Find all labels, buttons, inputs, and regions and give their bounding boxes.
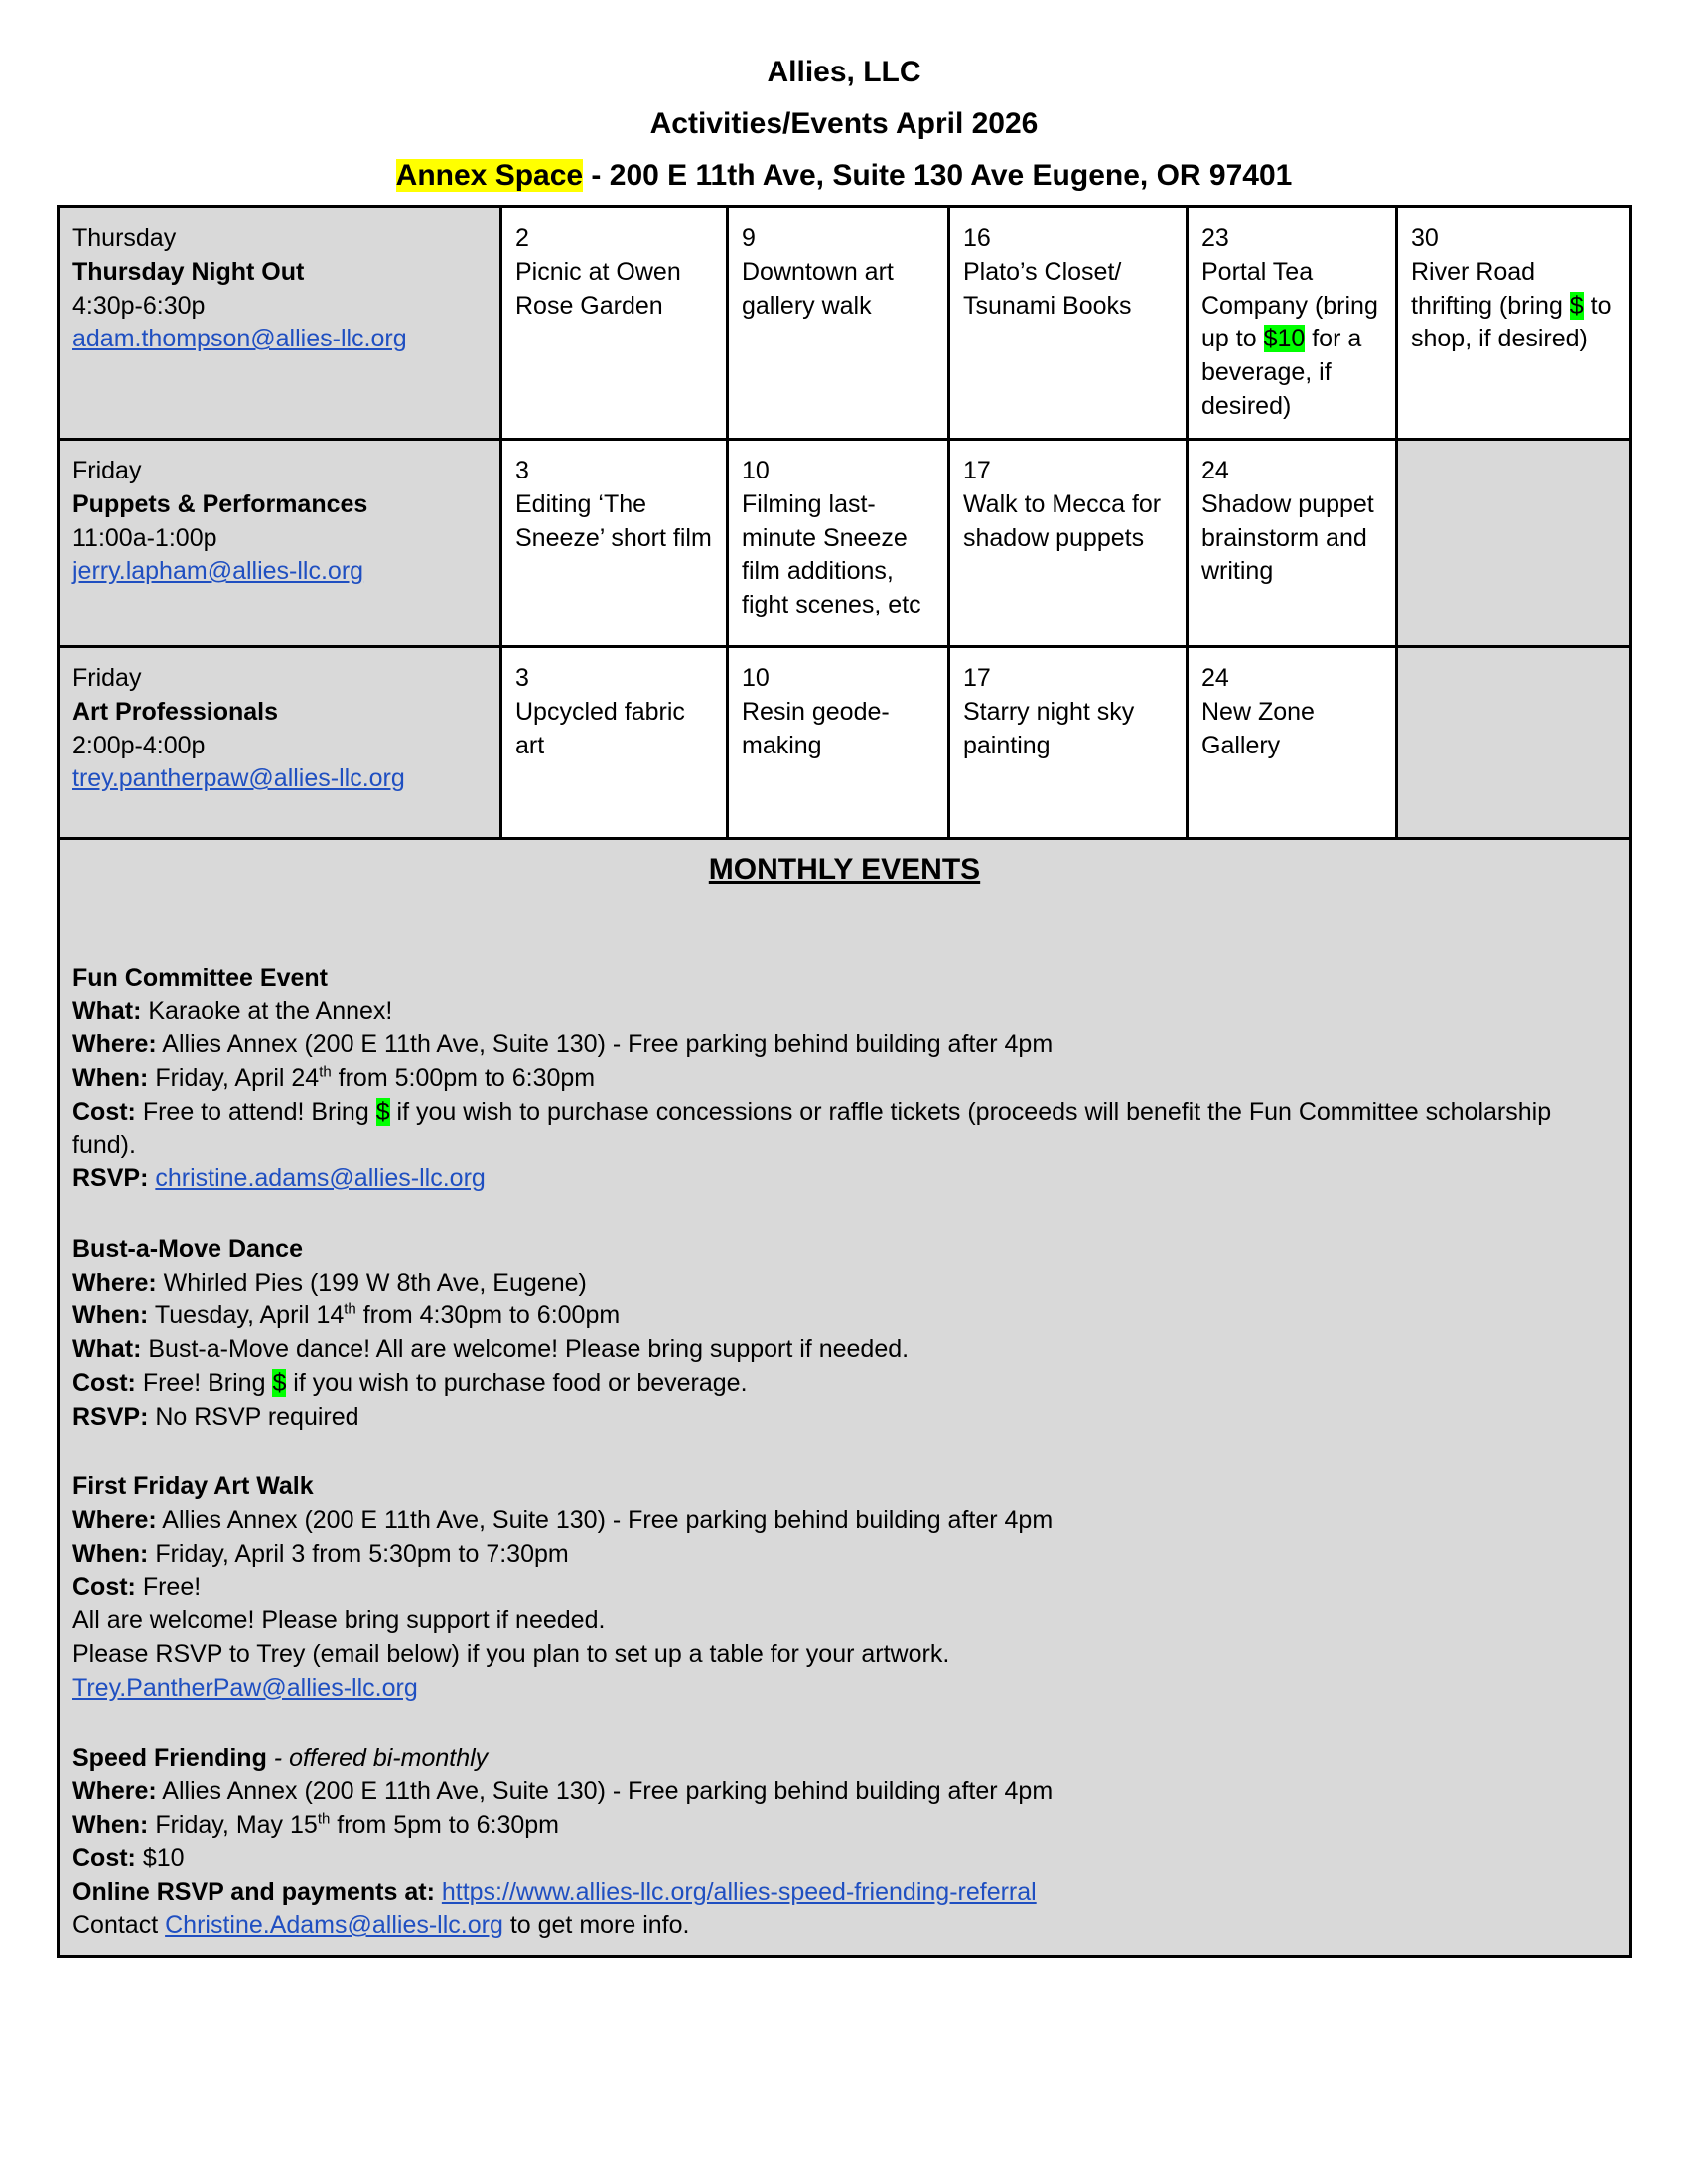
- ordinal-suffix: th: [344, 1300, 356, 1318]
- location-line: [0, 150, 1688, 202]
- page-header: [0, 0, 1688, 202]
- field-value: Friday, April 3 from 5:30pm to 7:30pm: [148, 1539, 569, 1568]
- event-when: [72, 1809, 1617, 1843]
- field-label: When:: [72, 1063, 149, 1092]
- price-highlight: $: [1569, 291, 1584, 320]
- price-highlight: $10: [1263, 325, 1306, 353]
- field-value: from 5pm to 6:30pm: [330, 1811, 559, 1839]
- event-rsvp: [72, 1401, 1617, 1434]
- event-online-rsvp: [72, 1876, 1617, 1910]
- event-where: [72, 1504, 1617, 1538]
- event-cost: [72, 1571, 1617, 1605]
- date-activity: New Zone Gallery: [1201, 697, 1315, 759]
- field-value: Allies Annex (200 E 11th Ave, Suite 130) - Free parking behind building after 4pm: [156, 1777, 1054, 1806]
- date-activity: Downtown art gallery walk: [742, 257, 894, 320]
- field-label: When:: [72, 1301, 149, 1330]
- ordinal-suffix: th: [317, 1810, 331, 1828]
- activity-name: Art Professionals: [72, 697, 279, 726]
- date-cell: [728, 440, 949, 647]
- field-label: Cost:: [72, 1843, 136, 1872]
- event-title: Speed Friending: [72, 1743, 267, 1772]
- event-note: Please RSVP to Trey (email below) if you plan to set up a table for your artwork.: [72, 1640, 950, 1668]
- date-activity: Shadow puppet brainstorm and writing: [1201, 489, 1374, 586]
- activity-email-link[interactable]: adam.thompson@allies-llc.org: [72, 325, 407, 353]
- event-email-row: [72, 1672, 1617, 1706]
- org-name: Allies, LLC: [767, 56, 921, 88]
- speed-friending-event: [72, 1742, 1617, 1944]
- empty-cell: [1397, 440, 1631, 647]
- field-label: What:: [72, 997, 142, 1025]
- date-number: 10: [742, 664, 770, 692]
- field-value: Free to attend! Bring: [135, 1097, 376, 1126]
- event-title-row: [72, 1742, 1617, 1776]
- field-value: from 5:00pm to 6:30pm: [331, 1063, 596, 1092]
- art-walk-event: [72, 1470, 1617, 1705]
- fun-committee-event: [72, 962, 1617, 1196]
- date-cell: [949, 440, 1188, 647]
- date-number: 17: [963, 457, 991, 484]
- event-cost: [72, 1096, 1617, 1163]
- table-row: [59, 839, 1631, 1957]
- date-cell: [501, 207, 728, 440]
- page-title: Activities/Events April 2026: [649, 107, 1039, 140]
- field-value: Whirled Pies (199 W 8th Ave, Eugene): [156, 1268, 587, 1297]
- activity-text: Portal Tea Company (bring up to: [1201, 257, 1378, 353]
- activity-email-link[interactable]: jerry.lapham@allies-llc.org: [72, 557, 364, 586]
- activity-header-cell: [59, 440, 501, 647]
- activity-time: 11:00a-1:00p: [72, 523, 217, 552]
- field-label: Where:: [72, 1268, 157, 1297]
- date-activity: [1201, 256, 1382, 424]
- field-value: from 4:30pm to 6:00pm: [355, 1301, 621, 1330]
- date-number: 10: [742, 457, 770, 484]
- event-what: [72, 995, 1617, 1028]
- event-title: Fun Committee Event: [72, 963, 328, 992]
- date-cell: [728, 647, 949, 839]
- date-cell: [501, 647, 728, 839]
- event-cost: [72, 1367, 1617, 1401]
- field-value: No RSVP required: [148, 1402, 359, 1431]
- date-activity: Filming last-minute Sneeze film additions, fight scenes, etc: [742, 489, 921, 618]
- price-highlight: $: [272, 1368, 287, 1397]
- date-number: 17: [963, 664, 991, 692]
- empty-cell: [1397, 647, 1631, 839]
- date-number: 9: [742, 224, 756, 252]
- event-cost: [72, 1843, 1617, 1876]
- activity-text: River Road thrifting (bring: [1411, 257, 1570, 320]
- field-value: $10: [135, 1843, 185, 1872]
- field-value: Tuesday, April 14: [148, 1301, 345, 1330]
- date-activity: Plato’s Closet/ Tsunami Books: [963, 257, 1132, 320]
- location-address: - 200 E 11th Ave, Suite 130 Ave Eugene, OR 97401: [583, 159, 1293, 192]
- field-value: to get more info.: [502, 1911, 690, 1940]
- field-label: Where:: [72, 1030, 157, 1058]
- date-number: 23: [1201, 224, 1229, 252]
- event-when: [72, 1299, 1617, 1333]
- schedule-table: [57, 205, 1632, 1958]
- activity-header-cell: [59, 647, 501, 839]
- rsvp-url-link[interactable]: https://www.allies-llc.org/allies-speed-friending-referral: [441, 1877, 1037, 1906]
- field-label: Online RSVP and payments at:: [72, 1877, 435, 1906]
- activity-day: Friday: [72, 664, 142, 692]
- field-label: Cost:: [72, 1368, 136, 1397]
- event-subtitle: - offered bi-monthly: [266, 1743, 489, 1772]
- date-cell: [949, 207, 1188, 440]
- date-activity: Starry night sky painting: [963, 697, 1135, 759]
- field-value: Free! Bring: [135, 1368, 273, 1397]
- field-label: RSVP:: [72, 1164, 149, 1192]
- event-title: Bust-a-Move Dance: [72, 1234, 303, 1263]
- field-value: Karaoke at the Annex!: [141, 997, 393, 1025]
- table-row: [59, 440, 1631, 647]
- date-activity: Walk to Mecca for shadow puppets: [963, 489, 1162, 552]
- activity-text: for a beverage, if desired): [1201, 325, 1362, 420]
- event-where: [72, 1267, 1617, 1300]
- date-activity: Picnic at Owen Rose Garden: [515, 257, 681, 320]
- field-value: Friday, May 15: [148, 1811, 318, 1839]
- field-label: RSVP:: [72, 1402, 149, 1431]
- bust-a-move-event: [72, 1233, 1617, 1434]
- monthly-events-section: [59, 839, 1631, 1957]
- activity-header-cell: [59, 207, 501, 440]
- contact-email-link[interactable]: Christine.Adams@allies-llc.org: [165, 1911, 503, 1940]
- field-value: Bust-a-Move dance! All are welcome! Please bring support if needed.: [141, 1335, 910, 1363]
- date-number: 3: [515, 664, 529, 692]
- field-value: Free!: [135, 1572, 202, 1601]
- event-what: [72, 1333, 1617, 1367]
- date-cell: [1188, 647, 1397, 839]
- field-value: Friday, April 24: [148, 1063, 320, 1092]
- field-label: Cost:: [72, 1572, 136, 1601]
- field-label: Where:: [72, 1777, 157, 1806]
- field-value: Allies Annex (200 E 11th Ave, Suite 130) - Free parking behind building after 4pm: [156, 1506, 1054, 1534]
- field-value: Allies Annex (200 E 11th Ave, Suite 130) - Free parking behind building after 4pm: [156, 1030, 1054, 1058]
- date-cell: [1188, 207, 1397, 440]
- activity-day: Thursday: [72, 224, 177, 252]
- activity-time: 4:30p-6:30p: [72, 291, 206, 320]
- event-when: [72, 1538, 1617, 1571]
- date-number: 3: [515, 457, 529, 484]
- date-number: 30: [1411, 224, 1439, 252]
- activity-text: to shop, if desired): [1411, 291, 1612, 353]
- date-activity: Resin geode-making: [742, 697, 890, 759]
- field-label: When:: [72, 1539, 149, 1568]
- location-label: Annex Space: [395, 159, 584, 192]
- date-cell: [728, 207, 949, 440]
- event-where: [72, 1028, 1617, 1062]
- activity-day: Friday: [72, 457, 142, 484]
- date-activity: Upcycled fabric art: [515, 697, 685, 759]
- event-when: [72, 1062, 1617, 1096]
- field-value: Contact: [72, 1911, 166, 1940]
- activity-time: 2:00p-4:00p: [72, 731, 206, 759]
- date-activity: Editing ‘The Sneeze’ short film: [515, 489, 712, 552]
- date-number: 24: [1201, 457, 1229, 484]
- field-label: When:: [72, 1811, 149, 1839]
- date-number: 2: [515, 224, 529, 252]
- date-number: 16: [963, 224, 991, 252]
- table-row: [59, 207, 1631, 440]
- rsvp-email-link[interactable]: Trey.PantherPaw@allies-llc.org: [72, 1673, 418, 1702]
- table-row: [59, 647, 1631, 839]
- monthly-events-title: MONTHLY EVENTS: [708, 853, 981, 886]
- date-cell: [949, 647, 1188, 839]
- event-contact: [72, 1909, 1617, 1943]
- field-value: if you wish to purchase concessions or raffle tickets (proceeds will benefit the Fun Committee scholarship fund).: [72, 1097, 1552, 1160]
- field-label: Cost:: [72, 1097, 136, 1126]
- field-value: if you wish to purchase food or beverage.: [286, 1368, 748, 1397]
- event-note: All are welcome! Please bring support if needed.: [72, 1606, 606, 1635]
- ordinal-suffix: th: [319, 1063, 332, 1081]
- activity-email-link[interactable]: trey.pantherpaw@allies-llc.org: [72, 764, 405, 793]
- date-activity: [1411, 256, 1617, 356]
- price-highlight: $: [375, 1097, 390, 1126]
- event-where: [72, 1775, 1617, 1809]
- event-title: First Friday Art Walk: [72, 1472, 314, 1501]
- date-cell: [501, 440, 728, 647]
- field-label: Where:: [72, 1506, 157, 1534]
- event-rsvp: [72, 1162, 1617, 1196]
- field-label: What:: [72, 1335, 142, 1363]
- rsvp-email-link[interactable]: christine.adams@allies-llc.org: [155, 1164, 486, 1192]
- date-cell: [1397, 207, 1631, 440]
- activity-name: Puppets & Performances: [72, 489, 368, 518]
- date-number: 24: [1201, 664, 1229, 692]
- activity-name: Thursday Night Out: [72, 257, 305, 286]
- date-cell: [1188, 440, 1397, 647]
